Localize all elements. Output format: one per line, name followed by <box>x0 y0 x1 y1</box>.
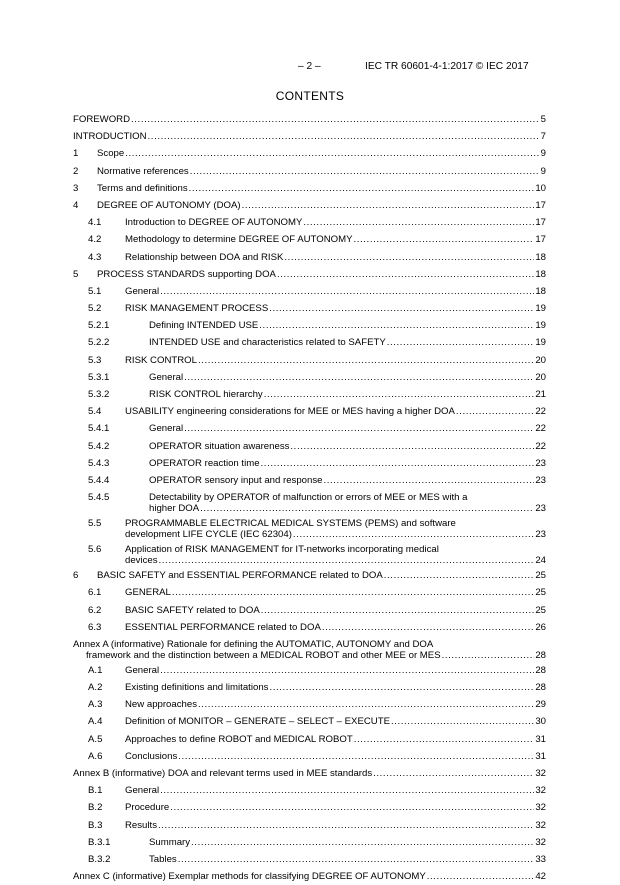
leader-dots <box>190 163 540 180</box>
toc-entry-title: RISK MANAGEMENT PROCESS <box>125 303 269 315</box>
toc-entry-title: General <box>125 664 160 676</box>
leader-dots <box>293 529 534 540</box>
leader-dots <box>198 352 534 369</box>
toc-entry-title: General <box>125 285 160 297</box>
leader-dots <box>242 197 535 214</box>
toc-entry[interactable] <box>73 834 546 851</box>
toc-entry-number: 5.5 <box>88 518 102 530</box>
toc-entry[interactable] <box>73 515 546 541</box>
toc-entry-number: 2 <box>73 165 79 177</box>
toc-entry-page: 19 <box>535 303 546 315</box>
toc-entry[interactable] <box>73 300 546 317</box>
leader-dots <box>160 662 534 679</box>
toc-entry[interactable] <box>73 386 546 403</box>
toc-entry[interactable] <box>73 231 546 248</box>
toc-entry-title: Procedure <box>125 802 170 814</box>
toc-entry-page: 17 <box>535 217 546 229</box>
toc-entry-title: FOREWORD <box>73 114 131 125</box>
leader-dots <box>264 386 535 403</box>
toc-entry-number: 4.2 <box>88 234 102 246</box>
leader-dots <box>200 503 534 514</box>
leader-dots <box>189 180 535 197</box>
toc-entry-title: INTENDED USE and characteristics related to SAFETY <box>149 337 386 349</box>
toc-entry-page: 9 <box>540 165 546 177</box>
toc-entry-number: B.1 <box>88 785 103 797</box>
leader-dots <box>354 731 535 748</box>
toc-entry-page: 31 <box>535 733 546 745</box>
leader-dots <box>384 567 535 584</box>
toc-entry-number: 5.2.1 <box>88 320 110 332</box>
toc-entry-title: BASIC SAFETY related to DOA <box>125 604 260 616</box>
leader-dots <box>391 713 534 730</box>
toc-entry-number: 5.4.1 <box>88 423 110 435</box>
toc-entry[interactable] <box>73 455 546 472</box>
toc-entry-title: BASIC SAFETY and ESSENTIAL PERFORMANCE related to DOA <box>97 570 383 582</box>
toc-entry-title: Defining INTENDED USE <box>149 320 259 332</box>
toc-entry[interactable] <box>73 352 546 369</box>
toc-entry-title: RISK CONTROL hierarchy <box>149 389 263 400</box>
toc-entry[interactable] <box>73 317 546 334</box>
toc-entry-title: Annex B (informative) DOA and relevant terms used in MEE standards <box>73 768 373 779</box>
toc-entry-number: B.2 <box>88 802 103 814</box>
toc-entry[interactable] <box>73 438 546 455</box>
toc-entry-page: 21 <box>535 389 546 400</box>
toc-entry-page: 32 <box>535 768 546 779</box>
toc-entry[interactable] <box>73 163 546 180</box>
toc-entry-title: OPERATOR sensory input and response <box>149 474 323 486</box>
page-number: – 2 – <box>298 61 321 72</box>
toc-entry-page: 19 <box>535 337 546 349</box>
leader-dots <box>269 300 534 317</box>
toc-entry[interactable] <box>73 851 546 868</box>
toc-entry-number: 1 <box>73 148 79 160</box>
toc-entry-title: Scope <box>97 148 125 160</box>
toc-entry-number: 5.2.2 <box>88 337 110 349</box>
toc-entry-page: 20 <box>535 371 546 383</box>
leader-dots <box>170 799 534 816</box>
toc-entry-title: USABILITY engineering considerations for MEE or MES having a higher DOA <box>125 406 455 418</box>
toc-entry[interactable] <box>73 679 546 696</box>
toc-entry[interactable] <box>73 584 546 601</box>
toc-entry[interactable] <box>73 369 546 386</box>
leader-dots <box>184 420 534 437</box>
leader-dots <box>160 283 534 300</box>
toc-entry-number: B.3 <box>88 819 103 831</box>
leader-dots <box>261 455 535 472</box>
toc-entry[interactable] <box>73 214 546 231</box>
toc-entry-title: Terms and definitions <box>97 182 188 194</box>
toc-entry-title: DEGREE OF AUTONOMY (DOA) <box>97 199 241 211</box>
leader-dots <box>277 266 534 283</box>
toc-entry-number: A.1 <box>88 664 103 676</box>
document-reference: IEC TR 60601-4-1:2017 © IEC 2017 <box>365 61 529 72</box>
toc-entry-title: Introduction to DEGREE OF AUTONOMY <box>125 217 303 229</box>
toc-entry-title-line1: Annex A (informative) Rationale for defining the AUTOMATIC, AUTONOMY and DOA <box>73 638 434 650</box>
toc-entry-page: 22 <box>535 423 546 435</box>
toc-entry-number: 5.4.2 <box>88 440 110 452</box>
toc-entry-number: 3 <box>73 182 79 194</box>
leader-dots <box>269 679 534 696</box>
toc-entry-page: 19 <box>535 320 546 332</box>
toc-entry-page: 7 <box>540 131 546 143</box>
toc-entry-page: 28 <box>535 649 546 661</box>
leader-dots <box>160 782 534 799</box>
toc-entry[interactable] <box>73 334 546 351</box>
toc-entry-number: A.2 <box>88 682 103 694</box>
toc-entry-title: RISK CONTROL <box>125 354 197 366</box>
toc-entry-number: 5.4.3 <box>88 457 110 469</box>
toc-entry[interactable] <box>73 472 546 489</box>
leader-dots <box>354 231 535 248</box>
toc-entry-title: OPERATOR situation awareness <box>149 440 290 452</box>
toc-entry-title: Tables <box>149 853 177 865</box>
toc-entry-page: 28 <box>535 682 546 694</box>
toc-entry-number: 5.6 <box>88 544 102 556</box>
leader-dots <box>158 817 534 834</box>
toc-entry-title-line2: devices <box>125 555 158 567</box>
toc-entry[interactable] <box>73 420 546 437</box>
toc-entry[interactable] <box>73 662 546 679</box>
toc-entry-page: 26 <box>535 621 546 633</box>
toc-entry-page: 23 <box>535 529 546 541</box>
toc-entry-number: 5.3.1 <box>88 371 110 383</box>
toc-entry-title: Normative references <box>97 165 189 177</box>
leader-dots <box>172 584 534 601</box>
leader-dots <box>387 334 535 351</box>
toc-entry-page: 9 <box>540 148 546 160</box>
toc-entry[interactable] <box>73 799 546 816</box>
toc-entry-page: 23 <box>535 503 546 515</box>
toc-entry-number: A.3 <box>88 699 103 711</box>
toc-entry-page: 33 <box>535 853 546 865</box>
toc-entry-number: 5.3 <box>88 354 102 366</box>
toc-entry-number: 4.3 <box>88 251 102 263</box>
toc-entry-title: OPERATOR reaction time <box>149 457 260 469</box>
contents-title: CONTENTS <box>275 89 345 103</box>
toc-entry-title: General <box>125 785 160 797</box>
toc-entry-page: 22 <box>535 440 546 452</box>
leader-dots <box>131 111 540 128</box>
toc-entry-page: 25 <box>535 570 546 582</box>
leader-dots <box>148 128 540 145</box>
toc-entry-page: 29 <box>535 699 546 711</box>
toc-entry-title-line2: framework and the distinction between a MEDICAL ROBOT and other MEE or MES <box>86 649 441 661</box>
toc-entry-number: 5.2 <box>88 303 102 315</box>
toc-entry-title: New approaches <box>125 699 197 711</box>
toc-entry-title: General <box>149 371 184 383</box>
toc-entry-number: 5.3.2 <box>88 389 110 400</box>
toc-entry[interactable] <box>73 713 546 730</box>
toc-entry-page: 42 <box>535 871 546 883</box>
toc-entry-page: 32 <box>535 785 546 797</box>
leader-dots <box>322 619 534 636</box>
toc-entry-title: General <box>149 423 184 435</box>
toc-entry-page: 18 <box>535 268 546 280</box>
leader-dots <box>191 834 534 851</box>
toc-entry-title-line2: development LIFE CYCLE (IEC 62304) <box>125 529 292 541</box>
toc-entry-title-line1: Application of RISK MANAGEMENT for IT-networks incorporating medical <box>125 544 439 556</box>
table-of-contents <box>73 111 546 885</box>
toc-entry[interactable] <box>73 696 546 713</box>
leader-dots <box>198 696 534 713</box>
toc-entry[interactable] <box>73 602 546 619</box>
toc-entry-page: 5 <box>540 114 546 125</box>
toc-entry-title: Results <box>125 819 157 831</box>
toc-entry-title-line1: Detectability by OPERATOR of malfunction or errors of MEE or MES with a <box>149 492 468 504</box>
leader-dots <box>456 403 534 420</box>
leader-dots <box>184 369 534 386</box>
toc-entry-number: 5.4.5 <box>88 492 110 504</box>
toc-entry-page: 23 <box>535 457 546 469</box>
toc-entry[interactable] <box>73 731 546 748</box>
toc-entry-page: 31 <box>535 750 546 762</box>
toc-entry[interactable] <box>73 619 546 636</box>
toc-entry-page: 10 <box>535 182 546 194</box>
toc-entry-number: A.6 <box>88 750 103 762</box>
toc-entry-title: ESSENTIAL PERFORMANCE related to DOA <box>125 621 321 633</box>
toc-entry-title: GENERAL <box>125 587 171 599</box>
toc-entry-number: 6.3 <box>88 621 102 633</box>
toc-entry-title: Relationship between DOA and RISK <box>125 251 284 263</box>
toc-entry-number: A.4 <box>88 716 103 728</box>
toc-entry-title: INTRODUCTION <box>73 131 147 143</box>
toc-entry-page: 18 <box>535 251 546 263</box>
toc-entry-page: 17 <box>535 199 546 211</box>
leader-dots <box>290 438 534 455</box>
toc-entry-page: 25 <box>535 587 546 599</box>
toc-entry-number: 5 <box>73 268 79 280</box>
leader-dots <box>303 214 534 231</box>
toc-entry-title: PROCESS STANDARDS supporting DOA <box>97 268 276 280</box>
toc-entry-page: 17 <box>535 234 546 246</box>
toc-entry[interactable] <box>73 541 546 567</box>
toc-entry-number: B.3.2 <box>88 853 111 865</box>
toc-entry-title: Conclusions <box>125 750 178 762</box>
toc-entry-title: Methodology to determine DEGREE OF AUTONOMY <box>125 234 353 246</box>
toc-entry-page: 25 <box>535 604 546 616</box>
toc-entry-page: 32 <box>535 819 546 831</box>
leader-dots <box>261 602 535 619</box>
toc-entry-number: 5.4.4 <box>88 474 110 486</box>
toc-entry[interactable] <box>73 817 546 834</box>
toc-entry-page: 32 <box>535 836 546 848</box>
toc-entry[interactable] <box>73 128 546 145</box>
leader-dots <box>323 472 534 489</box>
toc-entry-page: 20 <box>535 354 546 366</box>
toc-entry-number: B.3.1 <box>88 836 111 848</box>
toc-entry-title-line2: higher DOA <box>149 503 200 515</box>
toc-entry-title: Annex C (informative) Exemplar methods for classifying DEGREE OF AUTONOMY <box>73 871 426 883</box>
toc-entry-page: 22 <box>535 406 546 418</box>
toc-entry-title: Existing definitions and limitations <box>125 682 269 694</box>
toc-entry[interactable] <box>73 489 546 515</box>
toc-entry[interactable] <box>73 636 546 662</box>
toc-entry[interactable] <box>73 145 546 162</box>
toc-entry-title: Summary <box>149 836 191 848</box>
leader-dots <box>125 145 539 162</box>
toc-entry[interactable] <box>73 266 546 283</box>
toc-entry-number: 4 <box>73 199 79 211</box>
toc-entry[interactable] <box>73 567 546 584</box>
toc-entry-number: 5.4 <box>88 406 102 418</box>
toc-entry-number: 4.1 <box>88 217 102 229</box>
toc-entry-page: 18 <box>535 285 546 297</box>
toc-entry-page: 30 <box>535 716 546 728</box>
toc-entry-page: 32 <box>535 802 546 814</box>
toc-entry-number: 6.2 <box>88 604 102 616</box>
toc-entry-page: 28 <box>535 664 546 676</box>
toc-entry-number: 6 <box>73 570 79 582</box>
toc-entry[interactable] <box>73 111 546 128</box>
leader-dots <box>284 249 534 266</box>
toc-entry[interactable] <box>73 249 546 266</box>
leader-dots <box>373 765 534 782</box>
leader-dots <box>159 555 535 566</box>
toc-entry-title: Definition of MONITOR – GENERATE – SELECT – EXECUTE <box>125 716 390 728</box>
toc-entry-page: 24 <box>535 555 546 567</box>
toc-entry[interactable] <box>73 765 546 782</box>
toc-entry-number: A.5 <box>88 733 103 745</box>
toc-entry-number: 6.1 <box>88 587 102 599</box>
toc-entry[interactable] <box>73 283 546 300</box>
leader-dots <box>259 317 534 334</box>
toc-entry[interactable] <box>73 782 546 799</box>
leader-dots <box>442 650 535 661</box>
toc-entry[interactable] <box>73 748 546 765</box>
toc-entry-page: 23 <box>535 474 546 486</box>
toc-entry-title: Approaches to define ROBOT and MEDICAL ROBOT <box>125 733 353 745</box>
toc-entry-number: 5.1 <box>88 285 102 297</box>
toc-entry[interactable] <box>73 403 546 420</box>
toc-entry[interactable] <box>73 180 546 197</box>
toc-entry[interactable] <box>73 197 546 214</box>
leader-dots <box>178 851 535 868</box>
leader-dots <box>178 748 534 765</box>
toc-entry-title-line1: PROGRAMMABLE ELECTRICAL MEDICAL SYSTEMS (PEMS) and software <box>125 518 456 530</box>
